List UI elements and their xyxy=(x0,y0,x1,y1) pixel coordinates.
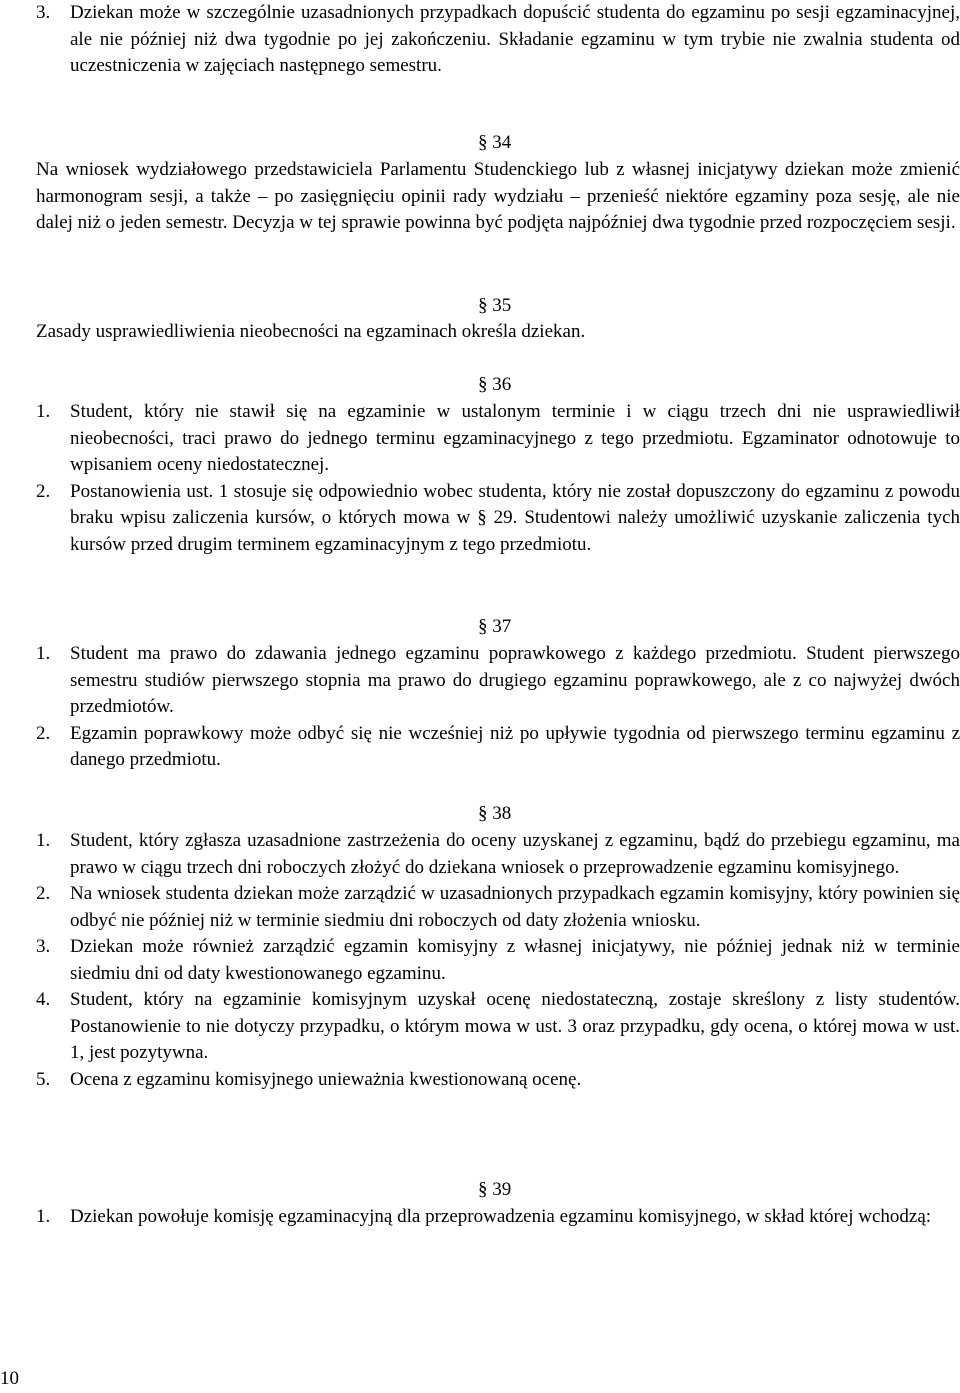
section-34-text: Na wniosek wydziałowego przedstawiciela Parlamentu Studenckiego lub z własnej inicjatywy dziekan może zmienić harmonogram sesji, a także – po zasięgnięciu opinii rady wydziału – przenieść niektóre egzaminy poza sesję, ale nie dalej niż o jeden semestr. Decyzja w tej sprawie powinna być podjęta najpóźniej dwa tygodnie przed rozpoczęciem sesji. xyxy=(36,159,960,233)
section-35-text: Zasady usprawiedliwienia nieobecności na egzaminach określa dziekan. xyxy=(36,321,586,342)
item-number: 2. xyxy=(36,722,51,744)
item-list-top xyxy=(36,0,960,80)
list-item xyxy=(36,828,960,881)
item-number: 1. xyxy=(36,830,51,851)
page-number: 10 xyxy=(0,1368,19,1389)
section-heading-39: § 39 xyxy=(478,1179,512,1200)
list-item xyxy=(36,0,960,80)
section-heading-34: § 34 xyxy=(478,132,512,153)
list-item xyxy=(36,987,960,1067)
item-number: 3. xyxy=(36,936,51,957)
list-item xyxy=(36,399,960,479)
item-text: Ocena z egzaminu komisyjnego unieważnia kwestionowaną ocenę. xyxy=(70,1068,582,1090)
item-number: 1. xyxy=(36,401,51,422)
section-heading-38: § 38 xyxy=(478,803,512,824)
list-item xyxy=(36,1067,960,1094)
item-text: Egzamin poprawkowy może odbyć się nie wcześniej niż po upływie tygodnia od pierwszego terminu egzaminu z danego przedmiotu. xyxy=(70,722,960,770)
section-38-list xyxy=(36,828,960,1093)
item-number: 2. xyxy=(36,480,51,502)
item-number: 1. xyxy=(36,643,51,664)
list-item xyxy=(36,641,960,721)
item-text: Dziekan może również zarządzić egzamin komisyjny z własnej inicjatywy, nie później jednak niż w terminie siedmiu dni od daty kwestionowanego egzaminu. xyxy=(70,936,960,984)
item-text: Student, który zgłasza uzasadnione zastrzeżenia do oceny uzyskanej z egzaminu, bądź do przebiegu egzaminu, ma prawo w ciągu trzech dni roboczych złożyć do dziekana wniosek o przeprowadzenie egzaminu komisyjnego. xyxy=(70,830,960,878)
list-item xyxy=(36,1204,960,1231)
section-heading-36: § 36 xyxy=(478,374,512,395)
list-item xyxy=(36,881,960,934)
item-number: 4. xyxy=(36,989,51,1010)
item-text: Dziekan może w szczególnie uzasadnionych przypadkach dopuścić studenta do egzaminu po sesji egzaminacyjnej, ale nie później niż dwa tygodnie po jej zakończeniu. Składanie egzaminu w tym trybie nie zwalnia studenta od uczestniczenia w zajęciach następnego semestru. xyxy=(70,2,960,76)
item-number: 5. xyxy=(36,1068,51,1090)
section-36-list xyxy=(36,399,960,558)
item-number: 1. xyxy=(36,1206,51,1227)
list-item xyxy=(36,934,960,987)
item-text: Postanowienia ust. 1 stosuje się odpowiednio wobec studenta, który nie został dopuszczony do egzaminu z powodu braku wpisu zaliczenia kursów, o których mowa w § 29. Studentowi należy umożliwić uzyskanie zaliczenia tych kursów przed drugim terminem egzaminacyjnym z tego przedmiotu. xyxy=(70,480,960,555)
item-text: Dziekan powołuje komisję egzaminacyjną dla przeprowadzenia egzaminu komisyjnego, w skład której wchodzą: xyxy=(70,1206,932,1227)
list-item xyxy=(36,479,960,559)
item-text: Student, który nie stawił się na egzaminie w ustalonym terminie i w ciągu trzech dni nie usprawiedliwił nieobecności, traci prawo do jednego terminu egzaminacyjnego z tego przedmiotu. Egzaminator odnotowuje to wpisaniem oceny niedostatecznej. xyxy=(70,401,960,475)
item-number: 3. xyxy=(36,2,51,23)
section-37-list xyxy=(36,641,960,774)
section-39-list xyxy=(36,1204,960,1231)
section-heading-35: § 35 xyxy=(478,295,512,316)
item-text: Student ma prawo do zdawania jednego egzaminu poprawkowego z każdego przedmiotu. Student pierwszego semestru studiów pierwszego stopnia ma prawo do drugiego egzaminu poprawkowego, ale z co najwyżej dwóch przedmiotów. xyxy=(70,643,960,717)
item-number: 2. xyxy=(36,883,51,904)
list-item xyxy=(36,721,960,774)
section-heading-37: § 37 xyxy=(478,616,512,637)
item-text: Student, który na egzaminie komisyjnym uzyskał ocenę niedostateczną, zostaje skreślony z listy studentów. Postanowienie to nie dotyczy przypadku, o którym mowa w ust. 3 oraz przypadku, gdy ocena, o której mowa w ust. 1, jest pozytywna. xyxy=(70,989,960,1063)
item-text: Na wniosek studenta dziekan może zarządzić w uzasadnionych przypadkach egzamin komisyjny, który powinien się odbyć nie później niż w terminie siedmiu dni roboczych od daty złożenia wniosku. xyxy=(70,883,960,931)
